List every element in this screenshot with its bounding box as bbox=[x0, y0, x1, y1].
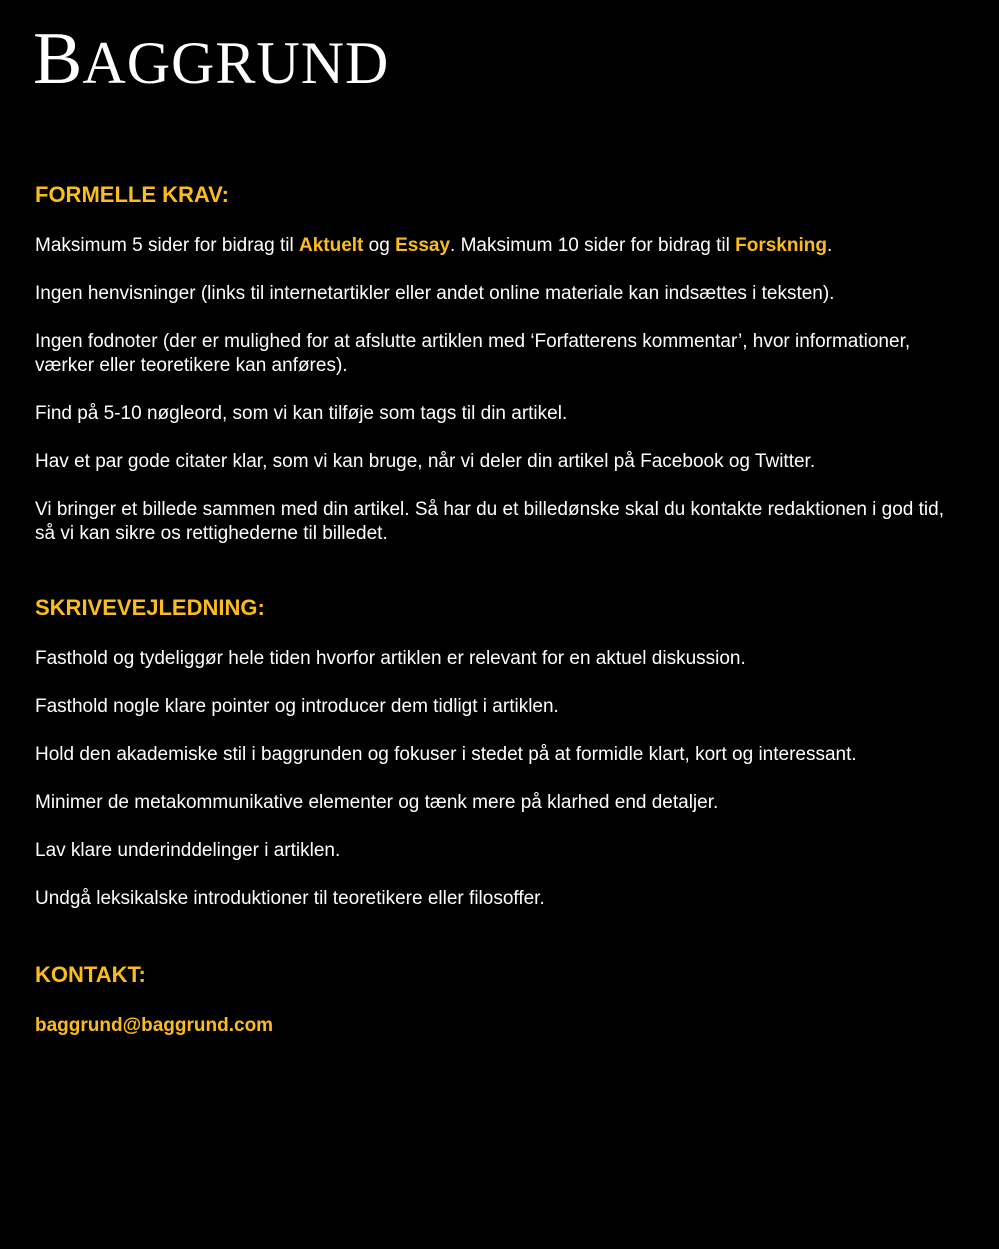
contact-line bbox=[35, 1014, 965, 1038]
formal-requirements-heading: FORMELLE KRAV: bbox=[35, 182, 229, 207]
writing-guide-heading: SKRIVEVEJLEDNING: bbox=[35, 595, 265, 620]
link-essay[interactable]: Essay bbox=[395, 235, 451, 256]
guide-item: Undgå leksikalske introduktioner til teoretikere eller filosoffer. bbox=[35, 888, 545, 909]
main-content bbox=[35, 181, 965, 1038]
link-aktuelt[interactable]: Aktuelt bbox=[298, 235, 364, 256]
guide-item: Minimer de metakommunikative elementer og tænk mere på klarhed end detaljer. bbox=[35, 792, 719, 813]
link-forskning[interactable]: Forskning bbox=[735, 235, 827, 256]
logo-rest: AGGRUND bbox=[82, 30, 390, 96]
logo-initial: B bbox=[33, 18, 83, 100]
contact-email-link[interactable]: baggrund@baggrund.com bbox=[35, 1015, 274, 1036]
formal-paragraph-references: Ingen henvisninger (links til internetartikler eller andet online materiale kan indsættes i teksten). bbox=[35, 283, 835, 304]
guide-item: Hold den akademiske stil i baggrunden og fokuser i stedet på at formidle klart, kort og interessant. bbox=[35, 744, 857, 765]
text-fragment: og bbox=[363, 235, 396, 256]
text-fragment: Maksimum 5 sider for bidrag til bbox=[35, 235, 299, 256]
formal-paragraph-quotes: Hav et par gode citater klar, som vi kan bruge, når vi deler din artikel på Facebook og Twitter. bbox=[35, 451, 816, 472]
formal-paragraph-length bbox=[35, 234, 965, 258]
text-fragment: . bbox=[826, 235, 833, 256]
guide-item: Fasthold og tydeliggør hele tiden hvorfor artiklen er relevant for en aktuel diskussion. bbox=[35, 648, 746, 669]
formal-paragraph-image: Vi bringer et billede sammen med din artikel. Så har du et billedønske skal du kontakte redaktionen i god tid, så vi kan sikre os rettighederne til billedet. bbox=[35, 499, 944, 544]
formal-paragraph-keywords: Find på 5-10 nøgleord, som vi kan tilføje som tags til din artikel. bbox=[35, 403, 568, 424]
guide-item: Fasthold nogle klare pointer og introducer dem tidligt i artiklen. bbox=[35, 696, 559, 717]
guide-item: Lav klare underinddelinger i artiklen. bbox=[35, 840, 341, 861]
contact-heading: KONTAKT: bbox=[35, 962, 146, 987]
text-fragment: . Maksimum 10 sider for bidrag til bbox=[450, 235, 736, 256]
site-logo[interactable] bbox=[33, 18, 390, 100]
formal-paragraph-footnotes: Ingen fodnoter (der er mulighed for at afslutte artiklen med ‘Forfatterens kommentar’, hvor informationer, værker eller teoretikere kan anføres). bbox=[35, 331, 911, 376]
